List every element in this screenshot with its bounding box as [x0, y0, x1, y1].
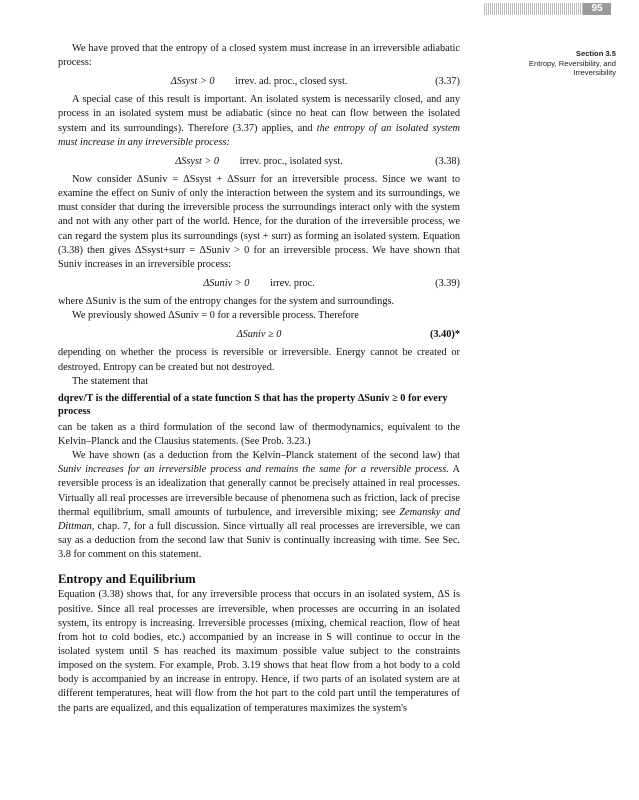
equation-lhs: ΔSsyst > 0 [175, 155, 220, 167]
body-text [58, 42, 460, 716]
paragraph-text: chap. 7, for a full discussion. Since virtually all real processes are irreversible, we can say as a deduction from the second law that Suniv is continually increasing with time. See Sec. 3.8 for comment on this statement. [58, 520, 460, 561]
running-head [490, 49, 616, 78]
second-law-statement [58, 392, 460, 418]
paragraph [58, 375, 460, 389]
equation-3-40 [58, 324, 460, 345]
equation-lhs: ΔSuniv > 0 [203, 278, 250, 290]
paragraph-text: depending on whether the process is reversible or irreversible. Energy cannot be created or destroyed. Entropy can be created but not destroyed. [58, 347, 460, 373]
paragraph-text: We have proved that the entropy of a closed system must increase in an irreversible adiabatic process: [58, 43, 460, 69]
section-label: Section 3.5 [575, 49, 616, 58]
paragraph-emphasis: the entropy of an isolated system must increase in any irreversible process: [58, 122, 460, 148]
paragraph [58, 93, 460, 150]
paragraph [58, 42, 460, 70]
paragraph-text: A special case of this result is important. An isolated system is necessarily closed, and any process in an isolated system must be adiabatic (since no heat can flow between the isolated system and its surroundings). Therefore (3.37) applies, and [58, 94, 460, 134]
paragraph-text: Now consider ΔSuniv = ΔSsyst + ΔSsurr for an irreversible process. Since we want to examine the effect on Suniv of only the interaction between the system and its surroundings, we must consider that during the irreversible process the surroundings interact only with the system and not with any other part of the world. Hence, for the duration of the irreversible process, we can regard the system plus its surroundings (syst + surr) as forming an isolated system. Equation (3.38) then gives ΔSsyst+surr = ΔSuniv > 0 for an irreversible process. We have shown that Suniv increases in an irreversible process: [58, 173, 460, 270]
paragraph-text: The statement that [72, 375, 149, 387]
section-heading: Entropy and Equilibrium [58, 572, 196, 587]
paragraph-text: We previously showed ΔSuniv = 0 for a reversible process. Therefore [72, 310, 359, 322]
paragraph [58, 346, 460, 374]
paragraph [58, 449, 460, 562]
equation-number: (3.38) [435, 155, 460, 167]
equation-number: (3.39) [435, 278, 460, 290]
paragraph-text: A reversible process is an idealization that generally cannot be precisely attained in real processes. Virtually all real processes are irreversible because of phenomena such as friction, lack of precise thermal equilibrium, small amounts of turbulence, and irreversible mixing; see [58, 464, 460, 518]
equation-3-39 [58, 273, 460, 294]
equation-body [58, 273, 460, 294]
paragraph-text: We have shown (as a deduction from the Kelvin–Planck statement of the second law) that [72, 450, 460, 462]
paragraph [58, 295, 460, 309]
equation-lhs: ΔSuniv ≥ 0 [236, 329, 282, 341]
paragraph-text: where ΔSuniv is the sum of the entropy changes for the system and surroundings. [58, 296, 395, 308]
paragraph-text: can be taken as a third formulation of the second law of thermodynamics, equivalent to the Kelvin–Planck and the Clausius statements. (See Prob. 3.23.) [58, 421, 460, 447]
paragraph [58, 421, 460, 449]
equation-body [58, 324, 460, 345]
paragraph-text: Equation (3.38) shows that, for any irreversible process that occurs in an isolated system, ΔS is positive. Since all real processes are irreversible, when processes are occurring in an isolated system, its entropy is increasing. Irreversible processes (mixing, chemical reaction, flow of heat from hot to cold bodies, etc.) accompanied by an increase in S will continue to occur in the isolated system until S has reached its maximum possible value subject to the constraints imposed on the system. For example, Prob. 3.19 shows that heat flow from a hot body to a cold body is accompanied by an increase in entropy. Hence, if two parts of an isolated system are at different temperatures, heat will flow from the hot part to the cold part until the temperatures of the parts are equalized, and this equalization of temperatures maximizes the system's [58, 589, 460, 714]
paragraph-emphasis: Suniv increases for an irreversible process and remains the same for a reversible process. [58, 464, 449, 476]
equation-lhs: ΔSsyst > 0 [170, 76, 215, 88]
paragraph [58, 588, 460, 715]
equation-body [58, 71, 460, 92]
paragraph [58, 173, 460, 272]
equation-condition: irrev. proc. [269, 278, 315, 290]
equation-number: (3.40)* [429, 329, 460, 341]
equation-3-37 [58, 71, 460, 92]
equation-body [58, 151, 460, 172]
section-title: Entropy, Reversibility, and Irreversibility [528, 58, 616, 77]
equation-condition: irrev. ad. proc., closed syst. [235, 76, 348, 88]
statement-text: dqrev/T is the differential of a state function S that has the property ΔSuniv ≥ 0 for every process [58, 392, 448, 417]
equation-number: (3.37) [435, 76, 460, 88]
equation-3-38 [58, 151, 460, 172]
page-number: 95 [583, 3, 611, 15]
citation: Zemansky and Dittman, [58, 506, 460, 532]
equation-condition: irrev. proc., isolated syst. [239, 155, 343, 167]
paragraph [58, 309, 460, 323]
